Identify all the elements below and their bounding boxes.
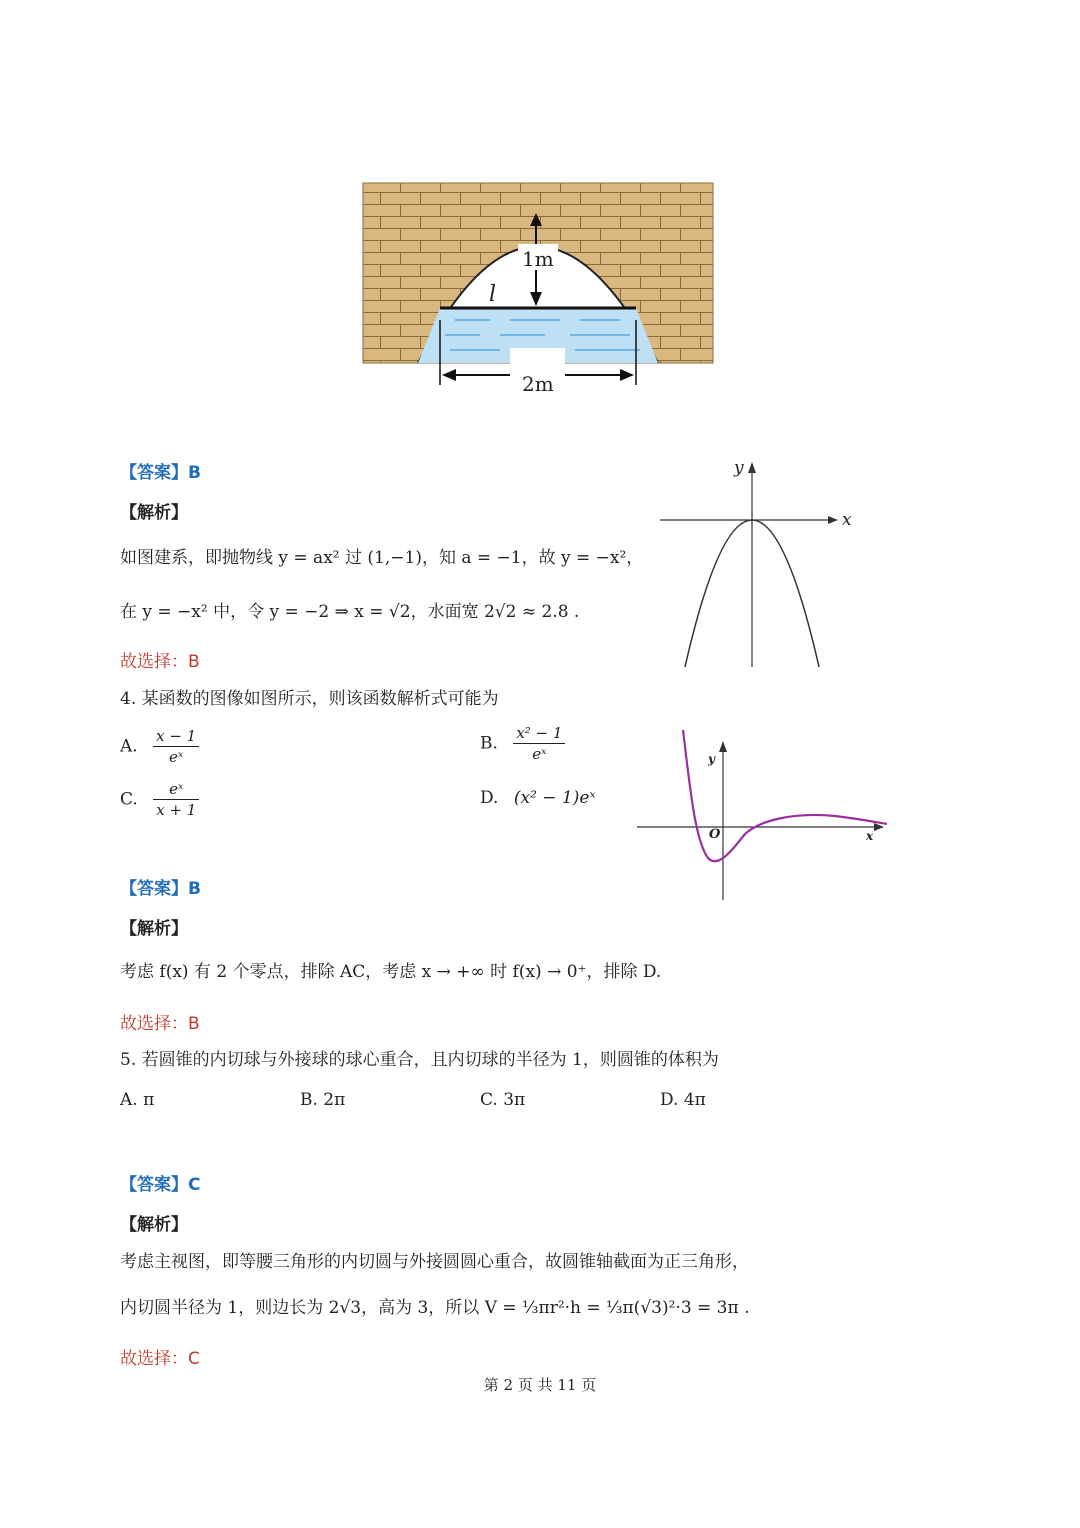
- q5-analysis-heading: 【解析】: [120, 1215, 188, 1235]
- q5-choice: 故选择：C: [120, 1349, 200, 1369]
- q3-answer: 【答案】B: [120, 463, 201, 483]
- q4-option-c[interactable]: [120, 779, 199, 820]
- q5-answer: 【答案】C: [120, 1175, 201, 1195]
- arch-width-label: 2m: [522, 372, 554, 396]
- option-c-label: C.: [120, 789, 138, 810]
- q5-option-d[interactable]: D. 4π: [660, 1090, 706, 1110]
- arch-height-label: 1m: [522, 247, 554, 271]
- q5-option-a[interactable]: A. π: [120, 1090, 155, 1110]
- option-d-expression: (x² − 1)eˣ: [513, 788, 596, 808]
- option-b-fraction: [513, 723, 565, 764]
- q4-option-a[interactable]: [120, 726, 199, 767]
- q3-analysis-heading: 【解析】: [120, 503, 188, 523]
- function-graph-y-label: y: [708, 752, 715, 766]
- q4-option-b[interactable]: [480, 723, 565, 764]
- q5-analysis-line1: 考虑主视图，即等腰三角形的内切圆与外接圆圆心重合，故圆锥轴截面为正三角形，: [120, 1252, 749, 1272]
- q4-analysis-line1: 考虑 f(x) 有 2 个零点，排除 AC，考虑 x → +∞ 时 f(x) → 0⁺，排除 D.: [120, 962, 662, 982]
- option-a-numerator: x − 1: [153, 726, 199, 747]
- option-c-numerator: eˣ: [153, 779, 199, 800]
- q4-option-d[interactable]: [480, 788, 595, 808]
- function-graph-x-label: x: [866, 829, 874, 843]
- page-footer: 第 2 页 共 11 页: [483, 1376, 597, 1394]
- option-d-label: D.: [480, 788, 499, 808]
- arch-bridge-figure: [360, 180, 715, 400]
- arch-l-label: l: [489, 282, 497, 307]
- parabola-graph: [655, 455, 870, 670]
- parabola-x-label: x: [842, 510, 852, 530]
- q4-answer: 【答案】B: [120, 879, 201, 899]
- function-graph: [635, 728, 890, 903]
- q5-stem: 5. 若圆锥的内切球与外接球的球心重合，且内切球的半径为 1，则圆锥的体积为: [120, 1050, 719, 1070]
- q5-option-b[interactable]: B. 2π: [300, 1090, 346, 1110]
- option-b-numerator: x² − 1: [513, 723, 565, 744]
- q5-analysis-line2: 内切圆半径为 1，则边长为 2√3，高为 3，所以 V = ⅓πr²·h = ⅓π(√3)²·3 = 3π .: [120, 1298, 750, 1318]
- option-b-label: B.: [480, 733, 498, 754]
- option-c-fraction: [153, 779, 199, 820]
- option-c-denominator: x + 1: [156, 801, 197, 819]
- q3-analysis-line1: 如图建系，即抛物线 y = ax² 过 (1,−1)，知 a = −1，故 y = −x²，: [120, 548, 644, 568]
- option-a-fraction: [153, 726, 199, 767]
- q4-analysis-heading: 【解析】: [120, 919, 188, 939]
- option-b-denominator: eˣ: [532, 745, 547, 763]
- option-a-label: A.: [120, 736, 138, 757]
- q5-option-c[interactable]: C. 3π: [480, 1090, 526, 1110]
- option-a-denominator: eˣ: [169, 748, 184, 766]
- q4-stem: 4. 某函数的图像如图所示，则该函数解析式可能为: [120, 689, 499, 709]
- parabola-y-label: y: [734, 458, 744, 478]
- q3-choice: 故选择：B: [120, 652, 200, 672]
- q3-analysis-line2: 在 y = −x² 中，令 y = −2 ⇒ x = √2，水面宽 2√2 ≈ 2.8 .: [120, 602, 580, 622]
- q4-choice: 故选择：B: [120, 1014, 200, 1034]
- function-graph-origin-label: O: [709, 827, 721, 842]
